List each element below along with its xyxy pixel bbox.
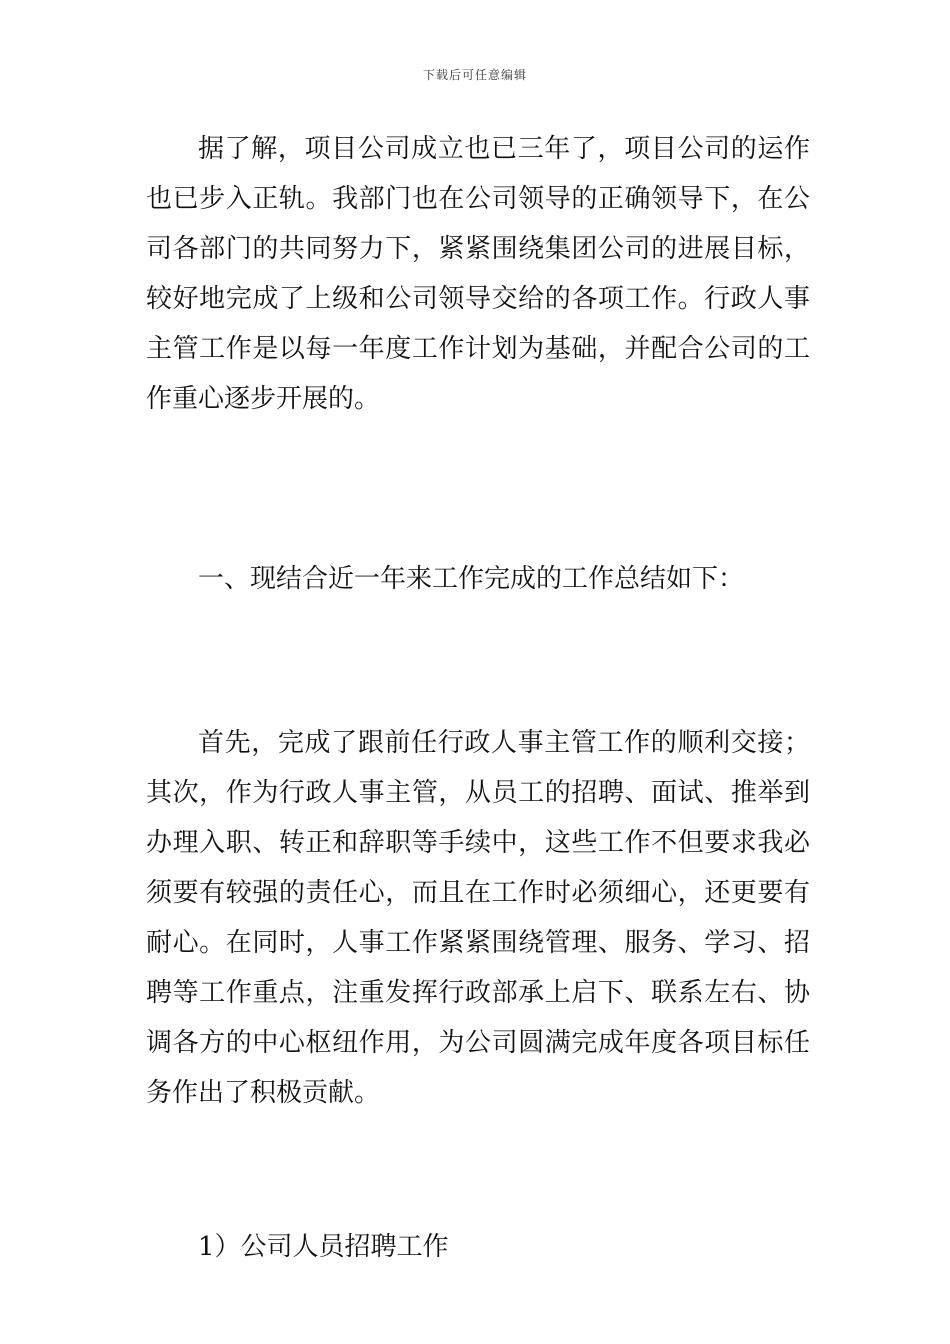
summary-paragraph: 首先，完成了跟前任行政人事主管工作的顺利交接；其次，作为行政人事主管，从员工的招聘、面试、推举到办理入职、转正和辞职等手续中，这些工作不但要求我必须要有较强的责任心，而且在工作时必须细心，还更要有耐心。在同时，人事工作紧紧围绕管理、服务、学习、招聘等工作重点，注重发挥行政部承上启下、联系左右、协调各方的中心枢纽作用，为公司圆满完成年度各项目标任务作出了积极贡献。 — [146, 728, 810, 1108]
page-header-note: 下载后可任意编辑 — [422, 68, 527, 82]
section-heading: 一、现结合近一年来工作完成的工作总结如下： — [198, 564, 745, 594]
subsection-heading: 1）公司人员招聘工作 — [198, 1232, 449, 1262]
document-body — [146, 124, 810, 1272]
intro-paragraph: 据了解，项目公司成立也已三年了，项目公司的运作也已步入正轨。我部门也在公司领导的正确领导下，在公司各部门的共同努力下，紧紧围绕集团公司的进展目标，较好地完成了上级和公司领导交给的各项工作。行政人事主管工作是以每一年度工作计划为基础，并配合公司的工作重心逐步开展的。 — [146, 134, 810, 414]
